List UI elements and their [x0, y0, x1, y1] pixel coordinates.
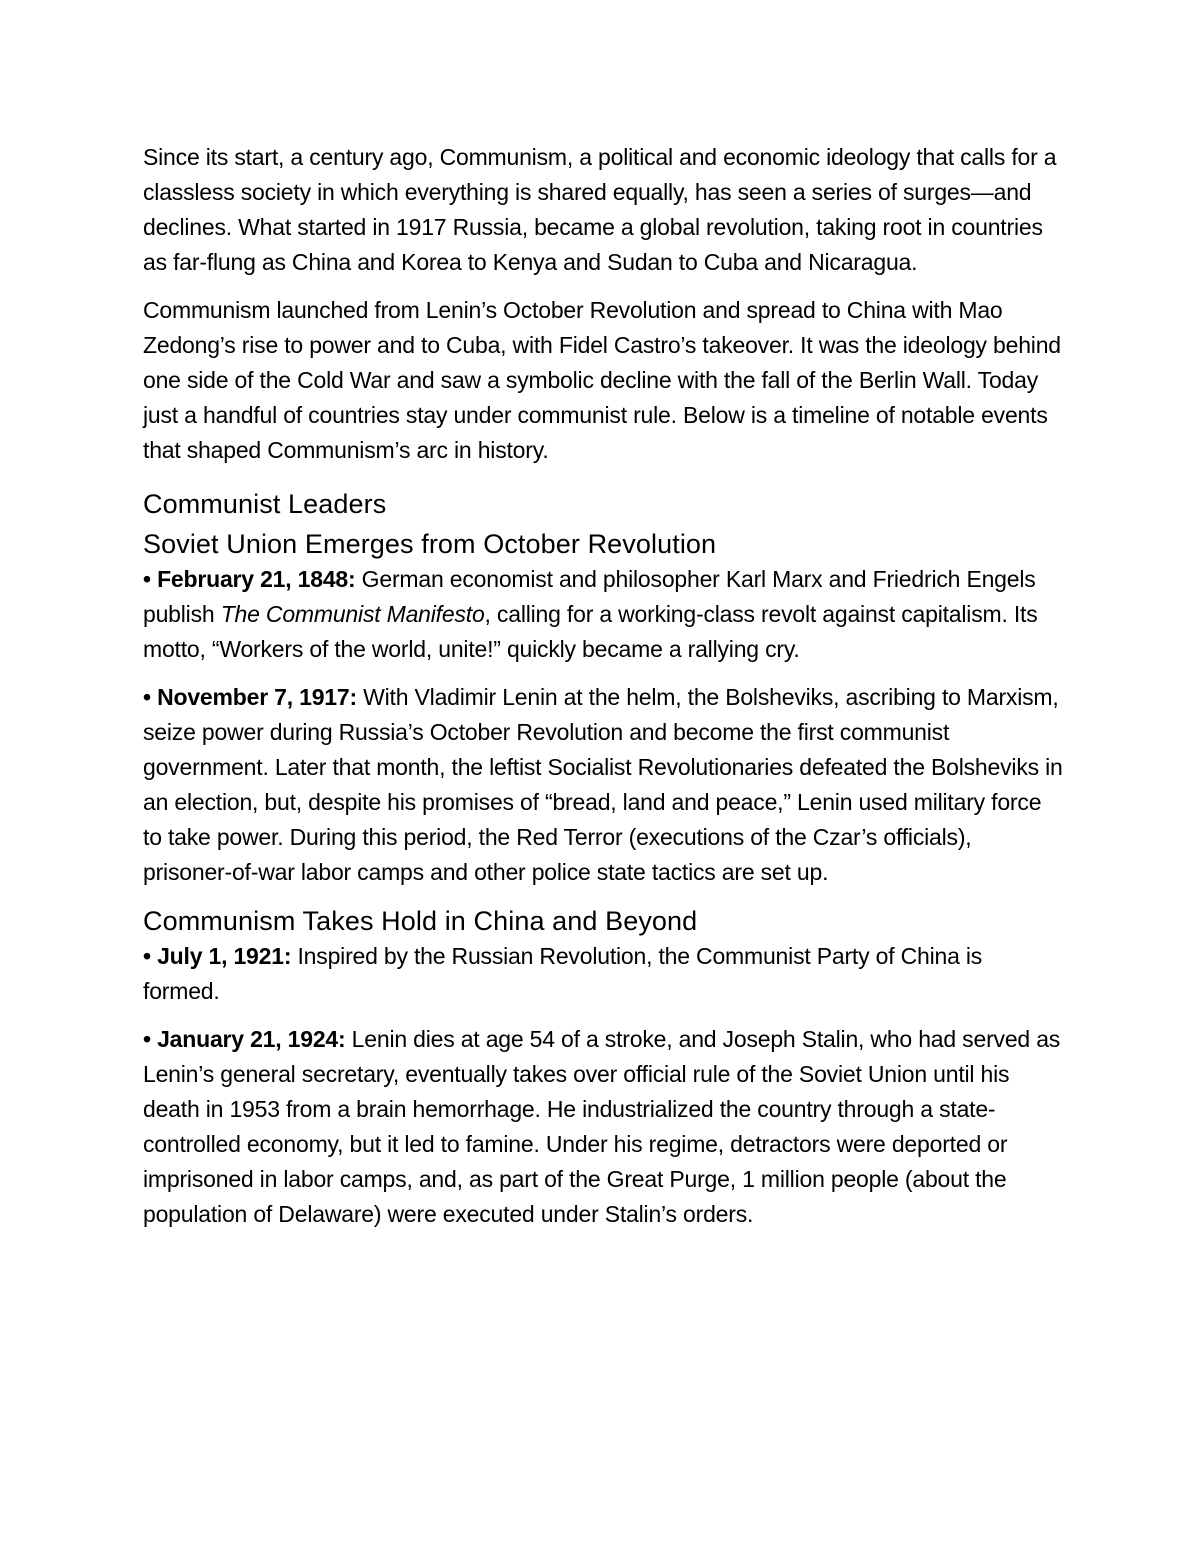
entry-text: With Vladimir Lenin at the helm, the Bolsheviks, ascribing to Marxism, seize power during Russia’s October Revolution and become the first communist government. Later that month, the leftist Socialist Revolutionaries defeated the Bolsheviks in an election, but, despite his promises of “bread, land and peace,” Lenin used military force to take power. During this period, the Red Terror (executions of the Czar’s officials), prisoner-of-war labor camps and other police state tactics are set up.: [143, 684, 1063, 885]
heading-communism-china: Communism Takes Hold in China and Beyond: [143, 906, 698, 936]
entry-text: German economist and philosopher Karl Marx and Friedrich Engels publish: [143, 566, 1036, 627]
timeline-entry-1921: [143, 939, 1063, 1009]
intro-paragraph-1: Since its start, a century ago, Communism, a political and economic ideology that calls for a classless society in which everything is shared equally, has seen a series of surges—and declines. What started in 1917 Russia, became a global revolution, taking root in countries as far-flung as China and Korea to Kenya and Sudan to Cuba and Nicaragua.: [143, 144, 1057, 275]
bullet: •: [143, 566, 151, 592]
entry-text-continued: , calling for a working-class revolt against capitalism. Its motto, “Workers of the world, unite!” quickly became a rallying cry.: [143, 601, 1038, 662]
timeline-entry-1917: [143, 680, 1063, 890]
entry-text: Inspired by the Russian Revolution, the Communist Party of China is formed.: [143, 943, 983, 1004]
heading-soviet-union: Soviet Union Emerges from October Revolution: [143, 529, 717, 559]
entry-date: November 7, 1917:: [157, 684, 357, 710]
document-page: [143, 140, 1063, 1245]
entry-date: July 1, 1921:: [157, 943, 292, 969]
bullet: •: [143, 1026, 151, 1052]
entry-date: January 21, 1924:: [157, 1026, 346, 1052]
bullet: •: [143, 684, 151, 710]
intro-paragraph-2: Communism launched from Lenin’s October Revolution and spread to China with Mao Zedong’s rise to power and to Cuba, with Fidel Castro’s takeover. It was the ideology behind one side of the Cold War and saw a symbolic decline with the fall of the Berlin Wall. Today just a handful of countries stay under communist rule. Below is a timeline of notable events that shaped Communism’s arc in history.: [143, 297, 1061, 463]
entry-text: Lenin dies at age 54 of a stroke, and Joseph Stalin, who had served as Lenin’s general secretary, eventually takes over official rule of the Soviet Union until his death in 1953 from a brain hemorrhage. He industrialized the country through a state-controlled economy, but it led to famine. Under his regime, detractors were deported or imprisoned in labor camps, and, as part of the Great Purge, 1 million people (about the population of Delaware) were executed under Stalin’s orders.: [143, 1026, 1061, 1227]
bullet: •: [143, 943, 151, 969]
timeline-entry-1924: [143, 1022, 1063, 1232]
book-title: The Communist Manifesto: [220, 601, 485, 627]
entry-date: February 21, 1848:: [157, 566, 356, 592]
timeline-entry-1848: [143, 562, 1063, 667]
heading-communist-leaders: Communist Leaders: [143, 489, 387, 519]
